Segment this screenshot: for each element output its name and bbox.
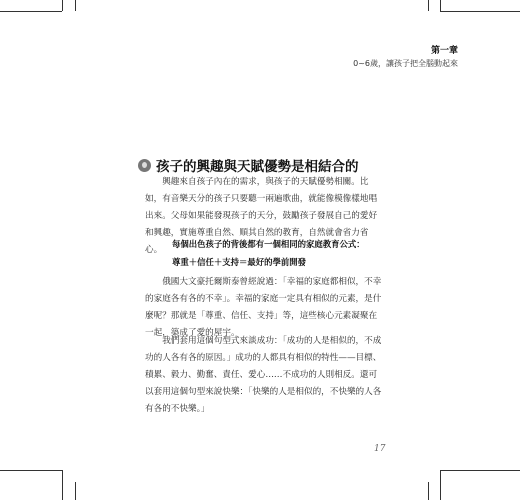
page-number: 17	[374, 444, 386, 454]
section-title-text: 孩子的興趣與天賦優勢是相結合的	[156, 159, 359, 175]
paragraph-text: 我們套用這個句型式來談成功：「成功的人是相似的，不成功的人各有各的原因。」成功的人都具有相似的特性——目標、積累、毅力、勤奮、責任、愛心……不成功的人則相反。還可以套用這個句型來說快樂：「快樂的人是相似的，不快樂的人各有各的不快樂。」	[145, 336, 382, 414]
section-title	[138, 155, 359, 175]
crop-mark	[75, 0, 76, 11]
crop-mark	[428, 0, 429, 11]
paragraph-text: 俄國大文豪托爾斯泰曾經說過：「幸福的家庭都相似，不幸的家庭各有各的不幸」。幸福的家庭一定具有相似的元素，是什麼呢？那就是「尊重、信任、支持」等，這些核心元素凝聚在一起，築成了愛的屋宇。	[145, 277, 382, 338]
crop-mark	[428, 482, 429, 500]
formula-heading: 每個出色孩子的背後都有一個相同的家庭教育公式：	[172, 239, 365, 249]
crop-mark	[75, 482, 76, 500]
formula-text: 尊重＋信任＋支持＝最好的學前開發	[172, 257, 306, 267]
crop-mark	[440, 0, 441, 11]
chapter-label: 第一章	[430, 46, 458, 56]
crop-mark	[440, 11, 520, 12]
crop-mark	[0, 470, 62, 471]
paragraph-success	[145, 333, 382, 418]
chapter-subtitle: 0~6歲，讓孩子把全腦動起來	[353, 59, 458, 68]
crop-mark	[0, 11, 62, 12]
paragraph-text: 興趣來自孩子內在的需求，與孩子的天賦優勢相關。比如，有音樂天分的孩子只要聽一兩遍歌曲，就能像模像樣地唱出來。父母如果能發現孩子的天分，鼓勵孩子發展自己的愛好和興趣，實施尊重自然、順其自然的教育，自然就會省力省心。	[145, 177, 378, 255]
crop-mark	[440, 470, 441, 500]
crop-mark	[440, 470, 520, 471]
running-header	[353, 43, 458, 69]
bullet-icon	[138, 159, 151, 172]
crop-mark	[62, 0, 63, 11]
crop-mark	[62, 470, 63, 500]
paragraph-tolstoy	[145, 274, 382, 342]
